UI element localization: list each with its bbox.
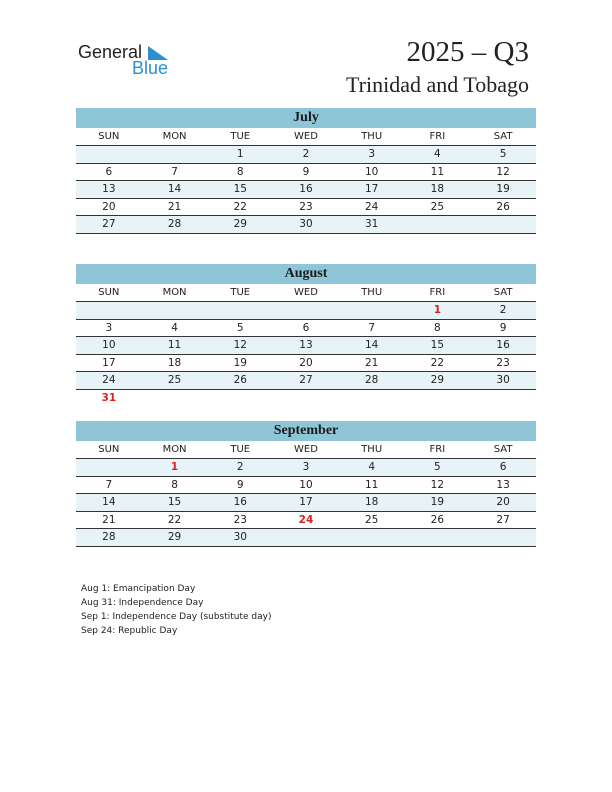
- day-cell: 30: [207, 529, 273, 547]
- calendar-grid: [76, 128, 536, 234]
- day-cell: 1: [405, 302, 471, 320]
- empty-day-cell: [142, 302, 208, 320]
- day-cell: 7: [76, 476, 142, 494]
- week-row: [76, 389, 536, 406]
- weekday-header-row: [76, 284, 536, 302]
- day-cell: 1: [142, 459, 208, 477]
- day-cell: 25: [405, 198, 471, 216]
- day-cell: 27: [76, 216, 142, 234]
- month-august: [76, 264, 536, 406]
- empty-day-cell: [339, 302, 405, 320]
- day-cell: 10: [273, 476, 339, 494]
- day-cell: 17: [273, 494, 339, 512]
- day-cell: 7: [339, 319, 405, 337]
- day-cell: 29: [405, 372, 471, 390]
- day-cell: 6: [273, 319, 339, 337]
- empty-day-cell: [76, 459, 142, 477]
- country-subtitle: Trinidad and Tobago: [345, 72, 529, 97]
- week-row: [76, 476, 536, 494]
- day-cell: 18: [339, 494, 405, 512]
- day-cell: 8: [405, 319, 471, 337]
- weekday-label: FRI: [405, 441, 471, 459]
- day-cell: 20: [470, 494, 536, 512]
- day-cell: 7: [142, 163, 208, 181]
- day-cell: 20: [76, 198, 142, 216]
- day-cell: 23: [273, 198, 339, 216]
- week-row: [76, 337, 536, 355]
- day-cell: 22: [405, 354, 471, 372]
- empty-day-cell: [405, 389, 471, 406]
- weekday-label: THU: [339, 441, 405, 459]
- weekday-label: SUN: [76, 128, 142, 146]
- day-cell: 17: [76, 354, 142, 372]
- day-cell: 9: [470, 319, 536, 337]
- day-cell: 30: [470, 372, 536, 390]
- day-cell: 2: [207, 459, 273, 477]
- logo-blue-text: Blue: [132, 58, 169, 78]
- day-cell: 31: [339, 216, 405, 234]
- empty-day-cell: [273, 389, 339, 406]
- day-cell: 23: [207, 511, 273, 529]
- empty-day-cell: [470, 216, 536, 234]
- day-cell: 13: [470, 476, 536, 494]
- weekday-label: WED: [273, 128, 339, 146]
- logo-general-text: General: [78, 42, 143, 62]
- empty-day-cell: [142, 146, 208, 164]
- day-cell: 15: [207, 181, 273, 199]
- day-cell: 18: [142, 354, 208, 372]
- weekday-header-row: [76, 128, 536, 146]
- weekday-label: MON: [142, 284, 208, 302]
- day-cell: 11: [339, 476, 405, 494]
- holiday-notes: [81, 582, 272, 638]
- day-cell: 16: [470, 337, 536, 355]
- day-cell: 4: [405, 146, 471, 164]
- week-row: [76, 198, 536, 216]
- weekday-label: SAT: [470, 441, 536, 459]
- weekday-label: FRI: [405, 284, 471, 302]
- day-cell: 19: [207, 354, 273, 372]
- weekday-label: WED: [273, 441, 339, 459]
- holiday-note: Sep 24: Republic Day: [81, 626, 178, 636]
- day-cell: 5: [207, 319, 273, 337]
- day-cell: 21: [76, 511, 142, 529]
- week-row: [76, 494, 536, 512]
- empty-day-cell: [273, 529, 339, 547]
- day-cell: 2: [273, 146, 339, 164]
- day-cell: 30: [273, 216, 339, 234]
- day-cell: 11: [405, 163, 471, 181]
- day-cell: 9: [207, 476, 273, 494]
- week-row: [76, 216, 536, 234]
- day-cell: 22: [207, 198, 273, 216]
- weekday-header-row: [76, 441, 536, 459]
- week-row: [76, 163, 536, 181]
- page-title: 2025 – Q3: [406, 36, 529, 68]
- day-cell: 5: [405, 459, 471, 477]
- day-cell: 16: [273, 181, 339, 199]
- day-cell: 9: [273, 163, 339, 181]
- weekday-label: WED: [273, 284, 339, 302]
- day-cell: 14: [142, 181, 208, 199]
- month-title: August: [76, 264, 536, 284]
- weekday-label: THU: [339, 284, 405, 302]
- day-cell: 23: [470, 354, 536, 372]
- day-cell: 27: [273, 372, 339, 390]
- day-cell: 25: [142, 372, 208, 390]
- week-row: [76, 459, 536, 477]
- day-cell: 19: [470, 181, 536, 199]
- weekday-label: TUE: [207, 128, 273, 146]
- week-row: [76, 511, 536, 529]
- day-cell: 28: [76, 529, 142, 547]
- day-cell: 24: [76, 372, 142, 390]
- day-cell: 18: [405, 181, 471, 199]
- weekday-label: MON: [142, 128, 208, 146]
- day-cell: 26: [405, 511, 471, 529]
- weekday-label: THU: [339, 128, 405, 146]
- day-cell: 14: [76, 494, 142, 512]
- weekday-label: SUN: [76, 441, 142, 459]
- month-title: July: [76, 108, 536, 128]
- day-cell: 17: [339, 181, 405, 199]
- holiday-note: Sep 1: Independence Day (substitute day): [81, 612, 272, 622]
- week-row: [76, 302, 536, 320]
- day-cell: 8: [207, 163, 273, 181]
- day-cell: 11: [142, 337, 208, 355]
- day-cell: 24: [273, 511, 339, 529]
- day-cell: 13: [76, 181, 142, 199]
- day-cell: 12: [470, 163, 536, 181]
- empty-day-cell: [207, 302, 273, 320]
- empty-day-cell: [76, 146, 142, 164]
- weekday-label: TUE: [207, 441, 273, 459]
- day-cell: 25: [339, 511, 405, 529]
- weekday-label: SUN: [76, 284, 142, 302]
- empty-day-cell: [339, 529, 405, 547]
- day-cell: 8: [142, 476, 208, 494]
- week-row: [76, 372, 536, 390]
- empty-day-cell: [470, 389, 536, 406]
- day-cell: 28: [142, 216, 208, 234]
- weekday-label: SAT: [470, 284, 536, 302]
- weekday-label: FRI: [405, 128, 471, 146]
- day-cell: 3: [339, 146, 405, 164]
- empty-day-cell: [339, 389, 405, 406]
- holiday-note: Aug 31: Independence Day: [81, 598, 204, 608]
- day-cell: 29: [142, 529, 208, 547]
- calendar-grid: [76, 284, 536, 406]
- day-cell: 21: [339, 354, 405, 372]
- week-row: [76, 181, 536, 199]
- empty-day-cell: [470, 529, 536, 547]
- empty-day-cell: [405, 216, 471, 234]
- day-cell: 19: [405, 494, 471, 512]
- day-cell: 3: [76, 319, 142, 337]
- day-cell: 24: [339, 198, 405, 216]
- week-row: [76, 354, 536, 372]
- week-row: [76, 146, 536, 164]
- empty-day-cell: [273, 302, 339, 320]
- day-cell: 13: [273, 337, 339, 355]
- day-cell: 4: [339, 459, 405, 477]
- day-cell: 12: [207, 337, 273, 355]
- month-july: [76, 108, 536, 234]
- day-cell: 21: [142, 198, 208, 216]
- day-cell: 3: [273, 459, 339, 477]
- day-cell: 6: [470, 459, 536, 477]
- day-cell: 16: [207, 494, 273, 512]
- calendar-grid: [76, 441, 536, 547]
- day-cell: 31: [101, 391, 117, 404]
- holiday-note: Aug 1: Emancipation Day: [81, 584, 196, 594]
- day-cell: 4: [142, 319, 208, 337]
- day-cell: 22: [142, 511, 208, 529]
- empty-day-cell: [142, 389, 208, 406]
- weekday-label: MON: [142, 441, 208, 459]
- day-cell: 10: [76, 337, 142, 355]
- day-cell: 26: [207, 372, 273, 390]
- day-cell: 10: [339, 163, 405, 181]
- day-cell: 29: [207, 216, 273, 234]
- day-cell: 27: [470, 511, 536, 529]
- day-cell: 20: [273, 354, 339, 372]
- weekday-label: SAT: [470, 128, 536, 146]
- empty-day-cell: [207, 389, 273, 406]
- week-row: [76, 319, 536, 337]
- day-cell: 2: [470, 302, 536, 320]
- day-cell: 28: [339, 372, 405, 390]
- month-title: September: [76, 421, 536, 441]
- day-cell: 15: [142, 494, 208, 512]
- day-cell: 12: [405, 476, 471, 494]
- week-row: [76, 529, 536, 547]
- day-cell: 1: [207, 146, 273, 164]
- day-cell: 5: [470, 146, 536, 164]
- empty-day-cell: [405, 529, 471, 547]
- day-cell: 26: [470, 198, 536, 216]
- empty-day-cell: [76, 302, 142, 320]
- day-cell: 6: [76, 163, 142, 181]
- weekday-label: TUE: [207, 284, 273, 302]
- day-cell: 14: [339, 337, 405, 355]
- month-september: [76, 421, 536, 547]
- day-cell: 15: [405, 337, 471, 355]
